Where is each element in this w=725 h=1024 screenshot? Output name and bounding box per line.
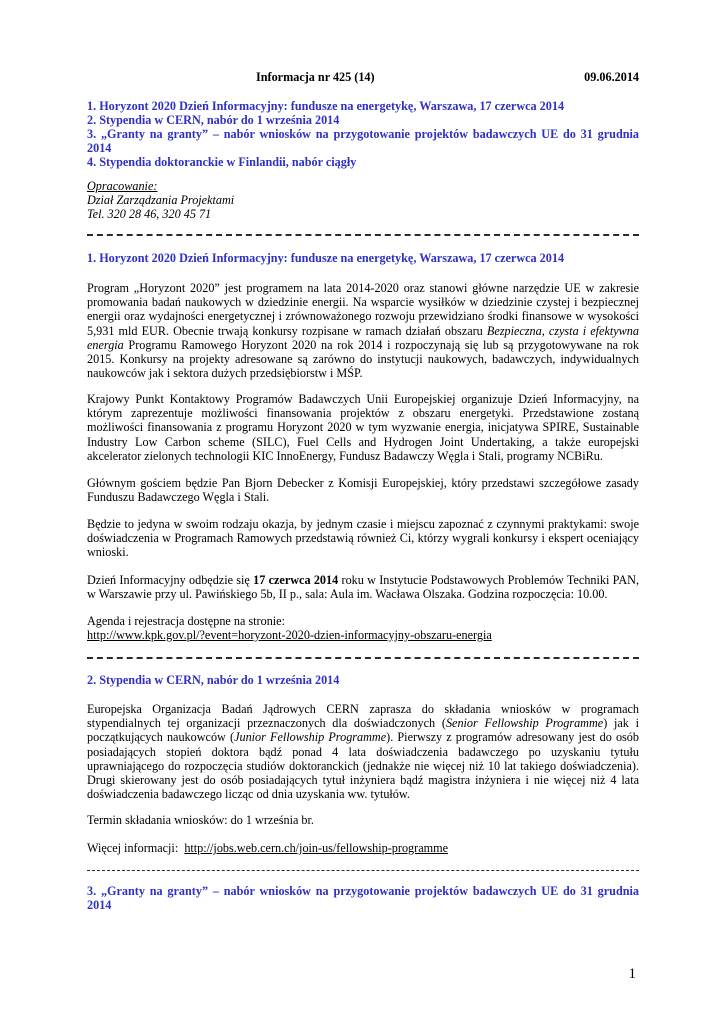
section2-p1-text-b: ) jak i początkujących naukowców ( xyxy=(87,716,639,745)
section2-heading: 2. Stypendia w CERN, nabór do 1 września 2014 xyxy=(87,673,340,687)
section1-p5-text-a: Dzień Informacyjny odbędzie się xyxy=(87,573,254,587)
section-divider xyxy=(87,657,639,659)
cern-fellowship-link[interactable]: http://jobs.web.cern.ch/join-us/fellowship-programme xyxy=(184,841,448,855)
section2-p1-text-a: Europejska Organizacja Badań Jądrowych CERN zaprasza do składania wniosków w programach stypendialnych tej organizacji przeznaczonych dla doświadczonych ( xyxy=(87,702,639,731)
credits-label: Opracowanie: xyxy=(87,179,158,193)
section1-heading: 1. Horyzont 2020 Dzień Informacyjny: fundusze na energetykę, Warszawa, 17 czerwca 2014 xyxy=(87,251,565,265)
bulletin-date: 09.06.2014 xyxy=(584,70,639,84)
section1-paragraph-2: Krajowy Punkt Kontaktowy Programów Badawczych Unii Europejskiej organizuje Dzień Informacyjny, na którym zaprezentuje możliwości finansowania projektów z obszaru energetyki. Przedstawione zostaną możliwości finansowania z programu Horyzont 2020 w tym wyzwanie energia, inicjatywa SPIRE, Sustainable Industry Low Carbon scheme (SILC), Fuel Cells and Hydrogen Joint Undertaking, a także europejski akcelerator zielonych technologii KIC InnoEnergy, Fundusz Badawczy Węgla i Stali, programy NCBiRu. xyxy=(87,392,639,463)
toc-item-4[interactable]: 4. Stypendia doktoranckie w Finlandii, nabór ciągły xyxy=(87,155,357,169)
credits-department: Dział Zarządzania Projektami xyxy=(87,193,235,208)
bulletin-title: Informacja nr 425 (14) xyxy=(256,70,375,84)
section2-junior-programme: Junior Fellowship Programme xyxy=(234,730,387,745)
section1-paragraph-5 xyxy=(87,573,639,601)
section1-paragraph-1 xyxy=(87,281,639,380)
toc-item-1[interactable]: 1. Horyzont 2020 Dzień Informacyjny: fundusze na energetykę, Warszawa, 17 czerwca 2014 xyxy=(87,99,565,113)
section1-p1-text-b: Programu Ramowego Horyzont 2020 na rok 2014 i rozpoczynają się lub są przygotowywane na rok 2015. Konkursy na projekty adresowane są zarówno do instytucji naukowych, badawczych, indywidualnych naukowców jak i sektora dużych przedsiębiorstw i MŚP. xyxy=(87,337,639,381)
toc-item-3[interactable]: 3. „Granty na granty” – nabór wniosków na przygotowanie projektów badawczych UE do 31 grudnia 2014 xyxy=(87,127,639,156)
section1-paragraph-3: Głównym gościem będzie Pan Bjorn Debecker z Komisji Europejskiej, który przedstawi szczegółowe zasady Funduszu Badawczego Węgla i Stali. xyxy=(87,476,639,505)
section1-event-date: 17 czerwca 2014 xyxy=(253,573,339,587)
kpk-event-link[interactable]: http://www.kpk.gov.pl/?event=horyzont-2020-dzien-informacyjny-obszaru-energia xyxy=(87,628,492,642)
section1-p5-text-b: roku w Instytucie Podstawowych Problemów Techniki PAN, w Warszawie przy ul. Pawińskiego 5b, II p., sala: Aula im. Wacława Olszaka. Godzina rozpoczęcia: 10.00. xyxy=(87,573,639,602)
section2-paragraph-1 xyxy=(87,702,639,801)
page-number: 1 xyxy=(628,966,636,982)
toc-item-2[interactable]: 2. Stypendia w CERN, nabór do 1 września 2014 xyxy=(87,113,340,127)
section1-p1-italic: Bezpieczna, czysta i efektywna energia xyxy=(87,323,639,352)
section1-paragraph-4: Będzie to jedyna w swoim rodzaju okazja, by jednym czasie i miejscu zapoznać z czynnymi praktykami: swoje doświadczenia w Programach Ramowych przedstawią również Ci, którzy wygrali konkursy i ekspert oceniający wnioski. xyxy=(87,517,639,560)
section2-paragraph-2: Termin składania wniosków: do 1 września br. xyxy=(87,813,314,827)
section-divider xyxy=(87,234,639,236)
credits-block xyxy=(87,179,639,222)
more-info-label: Więcej informacji: xyxy=(87,841,185,855)
section2-more-info xyxy=(87,841,639,855)
section3-heading: 3. „Granty na granty” – nabór wniosków na przygotowanie projektów badawczych UE do 31 grudnia 2014 xyxy=(87,884,639,913)
section1-link-row xyxy=(87,628,639,642)
section1-paragraph-6: Agenda i rejestracja dostępne na stronie: xyxy=(87,614,285,628)
section1-p1-text-a: Program „Horyzont 2020” jest programem na lata 2014-2020 oraz stanowi główne narzędzie UE w zakresie promowania badań naukowych w dziedzinie energii. Na wsparcie wysiłków w dziedzinie czystej i bezpiecznej energii oraz wydajności energetycznej i zrównoważonego rozwoju przewidziano środki finansowe w wysokości 5,931 mld EUR. Obecnie trwają konkursy rozpisane w ramach działań obszaru xyxy=(87,281,639,338)
section2-p1-text-c: ). Pierwszy z programów adresowany jest do osób posiadających stopień doktora bądź ponad 4 lata doświadczenia badawczego po uzyskaniu tytułu uprawniającego do rozpoczęcia studiów doktoranckich (jednakże nie więcej niż 10 lat takiego doświadczenia). Drugi skierowany jest do osób posiadających tytuł inżyniera bądź magistra inżyniera i nie więcej niż 4 lata doświadczenia badawczego licząc od dnia uzyskania ww. tytułów. xyxy=(87,730,639,802)
section2-senior-programme: Senior Fellowship Programme xyxy=(445,716,604,731)
section-divider xyxy=(87,870,639,871)
credits-phone: Tel. 320 28 46, 320 45 71 xyxy=(87,207,212,222)
